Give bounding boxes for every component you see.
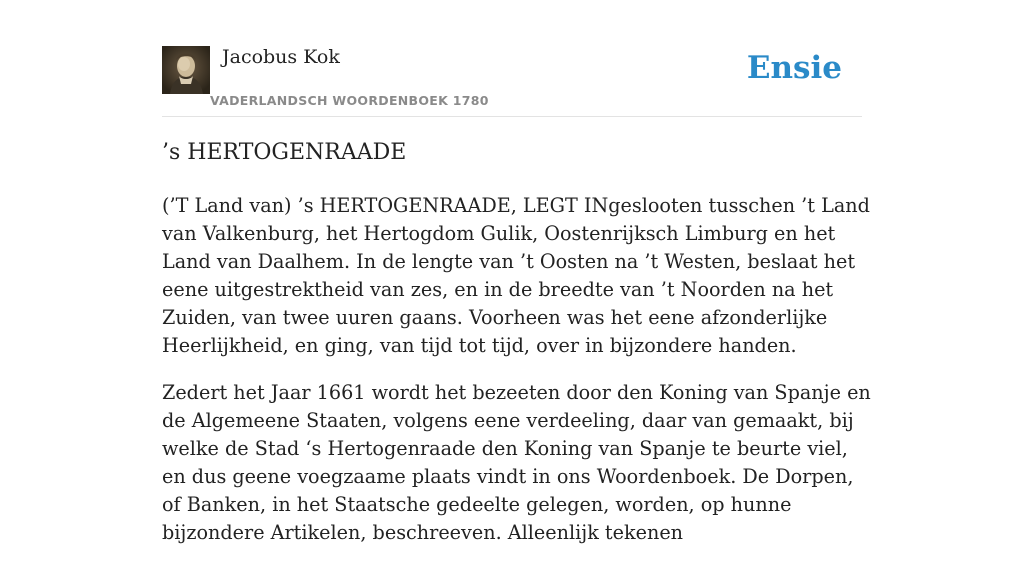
article-paragraph: Zedert het Jaar 1661 wordt het bezeeten door den Koning van Spanje en de Algemeene Staaten, volgens eene verdeeling, daar van gemaakt, bij welke de Stad ‘s Hertogenraade den Koning van Spanje te beurte viel, en dus geene voegzaame plaats vindt in ons Woordenboek. De Dorpen, of Banken, in het Staatsche gedeelte gelegen, worden, op hunne bijzondere Artikelen, beschreeven. Alleenlijk tekenen	[162, 381, 871, 544]
article-title: ’s HERTOGENRAADE	[162, 140, 407, 165]
author-name[interactable]: Jacobus Kok	[222, 46, 340, 68]
brand-logo[interactable]: Ensie	[746, 50, 842, 86]
article-paragraph: (’T Land van) ’s HERTOGENRAADE, LEGT INgeslooten tusschen ’t Land van Valkenburg, het Hertogdom Gulik, Oostenrijksch Limburg en het Land van Daalhem. In de lengte van ’t Oosten na ’t Westen, beslaat het eene uitgestrektheid van zes, en in de breedte van ’t Noorden na het Zuiden, van twee uuren gaans. Voorheen was het eene afzonderlijke Heerlijkheid, en ging, van tijd tot tijd, over in bijzondere handen.	[162, 194, 870, 357]
article-body	[162, 192, 872, 566]
portrait-avatar-icon	[162, 46, 210, 94]
header	[162, 46, 862, 117]
source-label[interactable]: VADERLANDSCH WOORDENBOEK 1780	[210, 93, 489, 108]
avatar[interactable]	[162, 46, 210, 94]
